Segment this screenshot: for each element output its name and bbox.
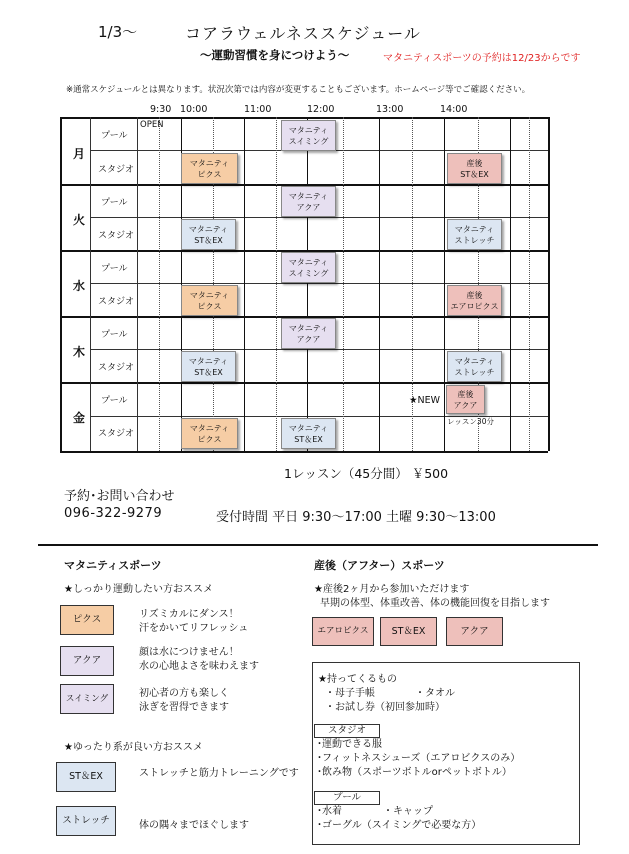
grid-hour-line bbox=[307, 117, 308, 451]
swimming-desc-1: 初心者の方も楽しく bbox=[139, 688, 229, 699]
place-studio-fri: スタジオ bbox=[98, 429, 135, 439]
grid-half-hour-line bbox=[159, 117, 160, 451]
pool-label: プール bbox=[314, 791, 380, 805]
tag-postnatal-st-ex: ST＆EX bbox=[380, 617, 437, 646]
time-label-1000: 10:00 bbox=[180, 104, 208, 115]
studio-item-3: ･飲み物（スポーツボトルorペットボトル） bbox=[317, 767, 512, 778]
place-studio-wed: スタジオ bbox=[98, 297, 135, 307]
open-label: OPEN bbox=[140, 120, 164, 130]
grid-day-line bbox=[60, 382, 548, 384]
place-pool-thu: プール bbox=[101, 330, 128, 340]
bring-item-ticket: ・お試し券（初回参加時） bbox=[325, 702, 445, 713]
grid-half-hour-line bbox=[343, 117, 344, 451]
class-fri-studio-2[interactable]: マタニティ ST＆EX bbox=[281, 418, 336, 449]
grid-hour-line bbox=[444, 117, 445, 451]
place-pool-mon: プール bbox=[101, 131, 128, 141]
class-mon-studio-1[interactable]: マタニティ ピクス bbox=[181, 153, 238, 184]
price-text: 1レッスン（45分間） ￥500 bbox=[284, 466, 449, 481]
grid-left-edge bbox=[60, 117, 62, 451]
swimming-desc-2: 泳ぎを習得できます bbox=[139, 702, 229, 713]
class-thu-studio-2[interactable]: マタニティ ストレッチ bbox=[447, 351, 502, 382]
class-wed-studio-1[interactable]: マタニティ ピクス bbox=[181, 285, 238, 316]
class-fri-pool[interactable]: 産後 アクア bbox=[446, 385, 485, 414]
studio-item-2: ･フィットネスシューズ（エアロビクスのみ） bbox=[317, 753, 521, 764]
page-subtitle: ～運動習慣を身につけよう～ bbox=[200, 48, 350, 62]
time-label-0930: 9:30 bbox=[150, 104, 172, 115]
section-divider bbox=[38, 544, 598, 546]
place-pool-fri: プール bbox=[101, 396, 128, 406]
tag-pikusu: ピクス bbox=[60, 605, 114, 635]
grid-day-line bbox=[60, 117, 548, 119]
tag-aqua: アクア bbox=[60, 646, 114, 676]
reservation-note: マタニティスポーツの予約は12/23からです bbox=[383, 53, 581, 64]
day-friday: 金 bbox=[73, 411, 86, 425]
grid-right-edge bbox=[548, 117, 550, 451]
studio-label: スタジオ bbox=[314, 724, 380, 738]
schedule-date: 1/3～ bbox=[98, 23, 138, 41]
grid-place-line bbox=[90, 117, 91, 451]
maternity-title: マタニティスポーツ bbox=[64, 559, 162, 572]
day-monday: 月 bbox=[73, 147, 86, 161]
studio-item-1: ･運動できる服 bbox=[317, 739, 382, 750]
tag-swimming: スイミング bbox=[60, 684, 114, 714]
postnatal-line1: ★産後2ヶ月から参加いただけます bbox=[314, 584, 470, 595]
day-tuesday: 火 bbox=[73, 213, 86, 227]
day-thursday: 木 bbox=[73, 345, 86, 359]
class-wed-pool[interactable]: マタニティ スイミング bbox=[281, 252, 336, 283]
bring-title: ★持ってくるもの bbox=[318, 674, 397, 685]
postnatal-line2: 早期の体型、体重改善、体の機能回復を目指します bbox=[320, 598, 550, 609]
tag-postnatal-aqua: アクア bbox=[446, 617, 503, 646]
bring-item-boshi: ・母子手帳 bbox=[325, 688, 375, 699]
pikusu-desc-1: リズミカルにダンス！ bbox=[139, 609, 239, 620]
aqua-desc-2: 水の心地よさを味わえます bbox=[139, 661, 259, 672]
class-wed-studio-2[interactable]: 産後 エアロピクス bbox=[447, 285, 502, 316]
pool-item-goggles: ･ゴーグル（スイミングで必要な方） bbox=[317, 820, 482, 831]
st-ex-desc: ストレッチと筋力トレーニングです bbox=[139, 768, 299, 779]
class-tue-studio-2[interactable]: マタニティ ストレッチ bbox=[447, 219, 502, 250]
grid-half-hour-line bbox=[529, 117, 530, 451]
contact-hours: 受付時間 平日 9:30～17:00 土曜 9:30～13:00 bbox=[216, 510, 496, 525]
tag-st-ex: ST＆EX bbox=[56, 762, 116, 792]
time-label-1400: 14:00 bbox=[440, 104, 468, 115]
contact-title: 予約･お問い合わせ bbox=[64, 489, 175, 504]
aqua-desc-1: 顔は水につけません！ bbox=[139, 647, 239, 658]
day-wednesday: 水 bbox=[73, 279, 86, 293]
contact-phone[interactable]: 096-322-9279 bbox=[64, 506, 163, 521]
class-mon-studio-2[interactable]: 産後 ST＆EX bbox=[447, 153, 502, 184]
place-studio-mon: スタジオ bbox=[98, 165, 135, 175]
grid-half-hour-line bbox=[276, 117, 277, 451]
tag-aerobics: エアロピクス bbox=[312, 617, 374, 646]
place-studio-tue: スタジオ bbox=[98, 231, 135, 241]
lesson-note: レッスン30分 bbox=[447, 417, 494, 426]
class-tue-pool[interactable]: マタニティ アクア bbox=[281, 186, 336, 217]
grid-day-line bbox=[60, 451, 548, 453]
pikusu-desc-2: 汗をかいてリフレッシュ bbox=[139, 623, 249, 634]
class-tue-studio-1[interactable]: マタニティ ST＆EX bbox=[181, 219, 236, 250]
time-label-1200: 12:00 bbox=[307, 104, 335, 115]
new-label: ★NEW bbox=[409, 395, 441, 406]
maternity-group1-title: ★しっかり運動したい方おススメ bbox=[64, 584, 213, 595]
stretch-desc: 体の隅々までほぐします bbox=[139, 820, 249, 831]
page-title: コアラウェルネススケジュール bbox=[185, 24, 421, 43]
grid-place-line bbox=[137, 117, 138, 451]
pool-item-swimsuit: ･水着 bbox=[317, 806, 342, 817]
place-pool-tue: プール bbox=[101, 198, 128, 208]
bring-item-towel: ・タオル bbox=[415, 688, 455, 699]
grid-hour-line bbox=[379, 117, 380, 451]
tag-stretch: ストレッチ bbox=[56, 806, 116, 836]
maternity-group2-title: ★ゆったり系が良い方おススメ bbox=[64, 742, 203, 753]
time-label-1100: 11:00 bbox=[244, 104, 272, 115]
time-label-1300: 13:00 bbox=[376, 104, 404, 115]
pool-item-cap: ・キャップ bbox=[383, 806, 433, 817]
class-thu-studio-1[interactable]: マタニティ ST＆EX bbox=[181, 351, 236, 382]
place-pool-wed: プール bbox=[101, 264, 128, 274]
notice-text: ※通常スケジュールとは異なります。状況次第では内容が変更することもございます。ホームページ等でご確認ください。 bbox=[66, 85, 531, 95]
postnatal-title: 産後（アフター）スポーツ bbox=[314, 559, 445, 572]
class-fri-studio-1[interactable]: マタニティ ピクス bbox=[181, 418, 238, 449]
place-studio-thu: スタジオ bbox=[98, 363, 135, 373]
grid-hour-line bbox=[244, 117, 245, 451]
grid-hour-line bbox=[510, 117, 511, 451]
class-thu-pool[interactable]: マタニティ アクア bbox=[281, 318, 336, 349]
class-mon-pool[interactable]: マタニティ スイミング bbox=[281, 120, 336, 151]
